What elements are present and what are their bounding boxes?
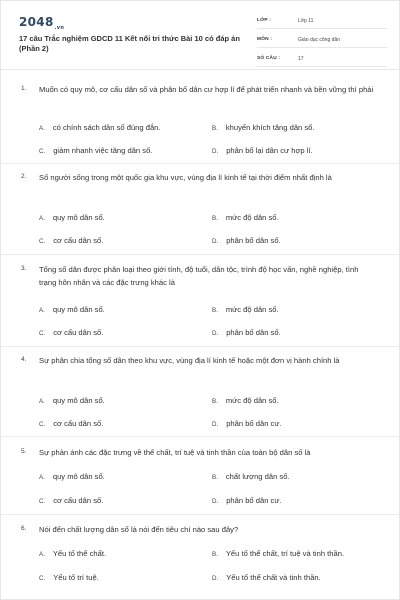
option-text: Yếu tố thể chất, trí tuệ và tinh thần. [225,549,345,558]
option-text: chất lượng dân số. [225,472,290,481]
option-text: quy mô dân số. [52,472,105,481]
option-a[interactable] [39,549,106,558]
meta-row-count [257,53,387,67]
option-a[interactable] [39,472,105,481]
option-a[interactable] [39,213,105,222]
option-letter: C. [39,421,46,428]
option-text: mức độ dân số. [225,396,279,405]
question-number: 6. [21,525,27,532]
option-text: quy mô dân số. [52,305,105,314]
meta-label: LỚP : [257,18,272,23]
option-letter: C. [39,148,46,155]
option-letter: B. [212,474,218,481]
option-a[interactable] [39,123,161,132]
option-b[interactable] [212,213,279,222]
site-logo[interactable] [19,15,64,31]
option-letter: D. [212,575,219,582]
option-text: quy mô dân số. [52,396,105,405]
document-header [17,11,387,69]
option-d[interactable] [212,573,321,582]
option-d[interactable] [212,236,281,245]
option-c[interactable] [39,236,103,245]
option-c[interactable] [39,496,103,505]
option-letter: A. [39,307,45,314]
question-text: Muốn có quy mô, cơ cấu dân số và phân bố dân cư hợp lí để phát triển nhanh và bền vững thì phải [39,85,374,94]
option-b[interactable] [212,472,290,481]
option-text: giảm nhanh việc tăng dân số. [53,146,153,155]
meta-value: 17 [298,56,304,62]
question-number: 2. [21,173,27,180]
logo-suffix: .vn [54,25,65,32]
meta-label: MÔN : [257,37,273,42]
option-d[interactable] [212,496,282,505]
option-d[interactable] [212,146,313,155]
option-c[interactable] [39,419,103,428]
option-text: phân bố dân cư. [226,419,282,428]
question-separator [1,254,400,255]
option-text: phân bố lại dân cư hợp lí. [226,146,313,155]
option-letter: B. [212,215,218,222]
logo-text: 2048 [19,15,54,29]
option-b[interactable] [212,305,279,314]
option-text: phân bố dân số. [226,328,281,337]
option-letter: C. [39,575,46,582]
option-letter: C. [39,238,46,245]
option-letter: A. [39,551,45,558]
meta-value: Giáo dục công dân [298,37,340,43]
question-separator [1,346,400,347]
option-a[interactable] [39,396,105,405]
question-number: 3. [21,265,27,272]
option-b[interactable] [212,396,279,405]
option-text: cơ cấu dân số. [53,328,104,337]
question-text: Nói đến chất lượng dân số là nói đến tiêu chí nào sau đây? [39,525,239,534]
meta-row-class [257,15,387,29]
option-text: quy mô dân số. [52,213,105,222]
option-text: mức độ dân số. [225,305,279,314]
question-number: 5. [21,448,27,455]
option-text: có chính sách dân số đúng đắn. [52,123,161,132]
option-letter: B. [212,398,218,405]
option-text: cơ cấu dân số. [53,236,104,245]
option-b[interactable] [212,549,344,558]
option-d[interactable] [212,328,281,337]
option-letter: A. [39,474,45,481]
option-letter: D. [212,238,219,245]
option-letter: B. [212,125,218,132]
option-letter: A. [39,125,45,132]
question-separator [1,514,400,515]
option-text: Yếu tố thể chất. [52,549,107,558]
option-letter: A. [39,215,45,222]
option-text: khuyến khích tăng dân số. [225,123,315,132]
option-text: Yếu tố thể chất và tinh thần. [226,573,321,582]
meta-value: Lớp 11 [298,18,314,24]
option-c[interactable] [39,573,99,582]
option-b[interactable] [212,123,315,132]
question-text: Số người sống trong một quốc gia khu vực, vùng địa lí kinh tế tại thời điểm nhất định là [39,173,332,182]
option-letter: B. [212,307,218,314]
option-text: Yếu tố trí tuệ. [53,573,99,582]
option-letter: B. [212,551,218,558]
option-a[interactable] [39,305,105,314]
option-d[interactable] [212,419,282,428]
option-c[interactable] [39,328,103,337]
option-letter: D. [212,498,219,505]
option-letter: D. [212,421,219,428]
document-meta [257,15,387,72]
option-text: mức độ dân số. [225,213,279,222]
option-letter: A. [39,398,45,405]
option-text: cơ cấu dân số. [53,496,104,505]
option-text: phân bố dân cư. [226,496,282,505]
question-separator [1,163,400,164]
question-text: Sự phân chia tổng số dân theo khu vực, vùng địa lí kinh tế hoặc một đơn vị hành chính là [39,356,340,365]
header-divider [1,69,400,70]
option-text: phân bố dân số. [226,236,281,245]
option-letter: C. [39,330,46,337]
question-text: Sự phản ánh các đặc trưng về thể chất, trí tuệ và tinh thần của toàn bộ dân số là [39,448,311,457]
question-separator [1,436,400,437]
meta-row-subject [257,34,387,48]
question-text: Tổng số dân được phân loại theo giới tính, độ tuổi, dân tộc, trình độ học vấn, nghề nghiệp, tình trạng hôn nhân và các đặc trưng khác là [39,265,359,287]
question-number: 4. [21,356,27,363]
option-letter: D. [212,330,219,337]
document-title: 17 câu Trắc nghiệm GDCD 11 Kết nối tri thức Bài 10 có đáp án (Phần 2) [19,34,240,53]
meta-label: SỐ CÂU : [257,56,281,61]
option-text: cơ cấu dân số. [53,419,104,428]
option-c[interactable] [39,146,152,155]
option-letter: D. [212,148,219,155]
question-number: 1. [21,85,27,92]
option-letter: C. [39,498,46,505]
